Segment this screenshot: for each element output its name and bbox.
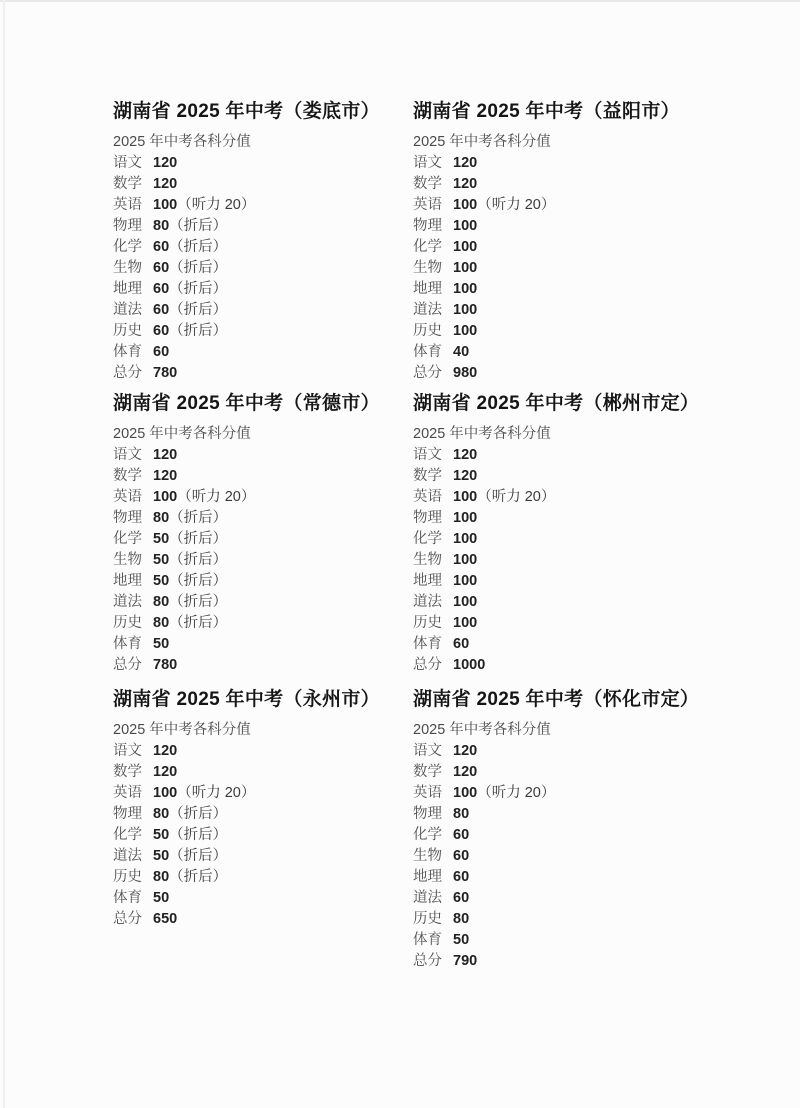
score-row — [413, 634, 733, 655]
subject-score: 60 — [153, 344, 170, 360]
subject-label: 体育 — [413, 932, 442, 948]
score-rows — [413, 445, 733, 676]
score-row — [413, 550, 733, 571]
score-row — [113, 571, 413, 592]
score-row — [413, 655, 733, 676]
subject-label: 化学 — [413, 827, 442, 843]
score-row — [413, 363, 733, 384]
score-row — [413, 951, 733, 972]
subject-label: 历史 — [113, 615, 142, 631]
subject-score: 120 — [153, 743, 178, 759]
subject-score: 60 — [453, 636, 470, 652]
score-row — [413, 237, 733, 258]
subject-label: 物理 — [413, 218, 442, 234]
score-row — [113, 279, 413, 300]
score-rows — [413, 153, 733, 384]
subject-label: 英语 — [113, 197, 142, 213]
subject-score: 120 — [153, 155, 178, 171]
section-title: 湖南省 2025 年中考（怀化市定） — [413, 689, 700, 710]
score-note: （折后） — [169, 510, 228, 526]
score-row — [413, 741, 733, 762]
subject-label: 道法 — [413, 890, 442, 906]
subject-score: 60 — [153, 281, 170, 297]
subject-label: 总分 — [113, 365, 142, 381]
score-row — [113, 508, 413, 529]
subject-score: 100 — [453, 510, 478, 526]
score-row — [413, 342, 733, 363]
score-row — [413, 867, 733, 888]
section-subtitle: 2025 年中考各科分值 — [113, 426, 251, 442]
page-left-edge — [3, 0, 5, 1108]
subject-score: 120 — [153, 764, 178, 780]
score-row — [413, 466, 733, 487]
subject-label: 历史 — [113, 323, 142, 339]
score-rows — [413, 741, 733, 972]
subject-score: 50 — [153, 552, 170, 568]
subject-label: 道法 — [113, 594, 142, 610]
subject-label: 数学 — [413, 468, 442, 484]
score-row — [413, 174, 733, 195]
score-row — [113, 741, 413, 762]
subject-label: 地理 — [413, 573, 442, 589]
subject-label: 数学 — [113, 764, 142, 780]
subject-score: 80 — [153, 615, 170, 631]
subject-label: 物理 — [113, 218, 142, 234]
score-row — [413, 930, 733, 951]
subject-label: 生物 — [113, 260, 142, 276]
subject-label: 道法 — [413, 302, 442, 318]
subject-label: 总分 — [113, 911, 142, 927]
score-row — [113, 550, 413, 571]
subject-score: 120 — [453, 176, 478, 192]
score-row — [113, 445, 413, 466]
section-title: 湖南省 2025 年中考（益阳市） — [413, 101, 680, 122]
score-row — [413, 321, 733, 342]
subject-label: 语文 — [113, 743, 142, 759]
score-note: （听力 20） — [477, 197, 556, 213]
subject-score: 100 — [453, 281, 478, 297]
subject-score: 980 — [453, 365, 478, 381]
subject-label: 英语 — [413, 489, 442, 505]
subject-label: 地理 — [113, 573, 142, 589]
score-row — [113, 300, 413, 321]
score-row — [113, 592, 413, 613]
subject-label: 英语 — [113, 785, 142, 801]
subject-score: 100 — [153, 785, 178, 801]
subject-score: 120 — [453, 447, 478, 463]
score-row — [113, 237, 413, 258]
score-row — [113, 153, 413, 174]
subject-score: 650 — [153, 911, 178, 927]
subject-score: 100 — [453, 489, 478, 505]
subject-score: 100 — [453, 260, 478, 276]
subject-score: 120 — [453, 155, 478, 171]
score-note: （折后） — [169, 218, 228, 234]
subject-label: 体育 — [113, 344, 142, 360]
subject-label: 道法 — [113, 848, 142, 864]
score-row — [413, 508, 733, 529]
score-note: （听力 20） — [477, 785, 556, 801]
score-note: （折后） — [169, 848, 228, 864]
section-title: 湖南省 2025 年中考（常德市） — [113, 393, 380, 414]
subject-label: 体育 — [413, 636, 442, 652]
subject-score: 50 — [153, 848, 170, 864]
subject-score: 100 — [453, 615, 478, 631]
subject-score: 60 — [153, 239, 170, 255]
subject-label: 英语 — [113, 489, 142, 505]
score-row — [113, 804, 413, 825]
subject-label: 语文 — [413, 447, 442, 463]
section-title: 湖南省 2025 年中考（郴州市定） — [413, 393, 700, 414]
subject-score: 60 — [153, 302, 170, 318]
score-row — [113, 783, 413, 804]
subject-score: 100 — [453, 573, 478, 589]
subject-score: 60 — [453, 848, 470, 864]
subject-score: 50 — [153, 531, 170, 547]
score-note: （听力 20） — [177, 785, 256, 801]
score-rows — [113, 153, 413, 384]
score-row — [113, 634, 413, 655]
subject-score: 50 — [453, 932, 470, 948]
score-row — [113, 825, 413, 846]
subject-label: 地理 — [413, 281, 442, 297]
score-row — [413, 445, 733, 466]
score-row — [113, 174, 413, 195]
score-row — [113, 613, 413, 634]
subject-label: 语文 — [413, 155, 442, 171]
sections-grid — [113, 100, 733, 972]
score-note: （折后） — [169, 594, 228, 610]
score-note: （折后） — [169, 281, 228, 297]
score-row — [113, 363, 413, 384]
subject-score: 780 — [153, 657, 178, 673]
subject-label: 数学 — [113, 468, 142, 484]
score-row — [113, 321, 413, 342]
section-title: 湖南省 2025 年中考（娄底市） — [113, 101, 380, 122]
subject-label: 体育 — [413, 344, 442, 360]
exam-section — [413, 688, 733, 972]
score-row — [413, 529, 733, 550]
score-note: （折后） — [169, 869, 228, 885]
score-row — [113, 762, 413, 783]
score-row — [113, 867, 413, 888]
subject-score: 80 — [453, 911, 470, 927]
subject-label: 语文 — [413, 743, 442, 759]
subject-label: 历史 — [413, 323, 442, 339]
subject-score: 60 — [153, 323, 170, 339]
score-row — [113, 655, 413, 676]
score-row — [413, 487, 733, 508]
subject-label: 语文 — [113, 155, 142, 171]
subject-score: 1000 — [453, 657, 486, 673]
score-row — [413, 846, 733, 867]
subject-score: 100 — [153, 197, 178, 213]
subject-score: 50 — [153, 827, 170, 843]
subject-score: 100 — [153, 489, 178, 505]
score-row — [113, 195, 413, 216]
score-row — [413, 300, 733, 321]
subject-label: 物理 — [413, 510, 442, 526]
subject-label: 历史 — [413, 911, 442, 927]
exam-section — [113, 100, 413, 392]
subject-label: 化学 — [113, 827, 142, 843]
subject-label: 生物 — [113, 552, 142, 568]
subject-score: 80 — [153, 218, 170, 234]
score-note: （折后） — [169, 323, 228, 339]
subject-score: 50 — [153, 573, 170, 589]
subject-score: 100 — [453, 239, 478, 255]
subject-label: 数学 — [413, 176, 442, 192]
subject-label: 物理 — [413, 806, 442, 822]
section-subtitle: 2025 年中考各科分值 — [113, 134, 251, 150]
score-row — [413, 195, 733, 216]
subject-score: 60 — [453, 827, 470, 843]
subject-label: 化学 — [413, 239, 442, 255]
section-subtitle: 2025 年中考各科分值 — [413, 722, 551, 738]
subject-label: 总分 — [413, 953, 442, 969]
score-note: （折后） — [169, 806, 228, 822]
subject-score: 60 — [153, 260, 170, 276]
subject-label: 化学 — [113, 239, 142, 255]
section-title: 湖南省 2025 年中考（永州市） — [113, 689, 380, 710]
subject-label: 历史 — [413, 615, 442, 631]
subject-score: 120 — [153, 176, 178, 192]
score-rows — [113, 445, 413, 676]
score-row — [413, 216, 733, 237]
score-row — [113, 342, 413, 363]
subject-label: 化学 — [413, 531, 442, 547]
exam-section — [113, 392, 413, 688]
section-subtitle: 2025 年中考各科分值 — [413, 426, 551, 442]
score-row — [413, 762, 733, 783]
subject-score: 100 — [453, 785, 478, 801]
score-row — [113, 846, 413, 867]
subject-label: 英语 — [413, 785, 442, 801]
subject-score: 120 — [453, 764, 478, 780]
subject-label: 数学 — [413, 764, 442, 780]
score-row — [413, 804, 733, 825]
subject-score: 120 — [153, 468, 178, 484]
subject-label: 数学 — [113, 176, 142, 192]
score-note: （听力 20） — [177, 489, 256, 505]
score-row — [113, 216, 413, 237]
score-note: （折后） — [169, 573, 228, 589]
subject-label: 物理 — [113, 806, 142, 822]
score-row — [113, 909, 413, 930]
subject-score: 100 — [453, 323, 478, 339]
subject-score: 120 — [453, 743, 478, 759]
score-row — [413, 783, 733, 804]
subject-score: 80 — [153, 806, 170, 822]
score-row — [413, 888, 733, 909]
score-row — [413, 571, 733, 592]
subject-label: 体育 — [113, 890, 142, 906]
score-note: （折后） — [169, 615, 228, 631]
score-row — [413, 909, 733, 930]
score-row — [113, 529, 413, 550]
score-note: （听力 20） — [177, 197, 256, 213]
score-note: （折后） — [169, 531, 228, 547]
subject-label: 地理 — [113, 281, 142, 297]
subject-label: 物理 — [113, 510, 142, 526]
score-rows — [113, 741, 413, 930]
subject-label: 道法 — [113, 302, 142, 318]
score-note: （折后） — [169, 302, 228, 318]
subject-score: 100 — [453, 594, 478, 610]
subject-label: 总分 — [413, 657, 442, 673]
exam-section — [413, 100, 733, 392]
score-row — [413, 825, 733, 846]
section-subtitle: 2025 年中考各科分值 — [413, 134, 551, 150]
score-row — [413, 279, 733, 300]
score-note: （折后） — [169, 827, 228, 843]
subject-score: 100 — [453, 197, 478, 213]
subject-label: 道法 — [413, 594, 442, 610]
subject-score: 40 — [453, 344, 470, 360]
score-row — [113, 888, 413, 909]
score-note: （折后） — [169, 552, 228, 568]
subject-score: 60 — [453, 869, 470, 885]
subject-score: 100 — [453, 552, 478, 568]
subject-label: 体育 — [113, 636, 142, 652]
subject-label: 总分 — [413, 365, 442, 381]
subject-score: 50 — [153, 890, 170, 906]
subject-score: 100 — [453, 218, 478, 234]
score-row — [413, 613, 733, 634]
subject-score: 100 — [453, 302, 478, 318]
score-row — [113, 487, 413, 508]
subject-score: 790 — [453, 953, 478, 969]
subject-label: 地理 — [413, 869, 442, 885]
subject-label: 总分 — [113, 657, 142, 673]
subject-label: 历史 — [113, 869, 142, 885]
subject-score: 100 — [453, 531, 478, 547]
section-subtitle: 2025 年中考各科分值 — [113, 722, 251, 738]
subject-label: 生物 — [413, 260, 442, 276]
subject-label: 英语 — [413, 197, 442, 213]
subject-label: 语文 — [113, 447, 142, 463]
subject-label: 化学 — [113, 531, 142, 547]
score-row — [413, 592, 733, 613]
subject-score: 80 — [453, 806, 470, 822]
subject-score: 80 — [153, 594, 170, 610]
score-row — [413, 258, 733, 279]
score-note: （折后） — [169, 260, 228, 276]
score-note: （听力 20） — [477, 489, 556, 505]
subject-score: 80 — [153, 869, 170, 885]
score-row — [113, 258, 413, 279]
subject-label: 生物 — [413, 552, 442, 568]
subject-score: 80 — [153, 510, 170, 526]
score-row — [413, 153, 733, 174]
page-top-edge — [0, 0, 800, 2]
subject-score: 120 — [153, 447, 178, 463]
subject-score: 50 — [153, 636, 170, 652]
subject-label: 生物 — [413, 848, 442, 864]
exam-section — [413, 392, 733, 688]
subject-score: 120 — [453, 468, 478, 484]
score-note: （折后） — [169, 239, 228, 255]
subject-score: 780 — [153, 365, 178, 381]
subject-score: 60 — [453, 890, 470, 906]
score-row — [113, 466, 413, 487]
exam-section — [113, 688, 413, 972]
